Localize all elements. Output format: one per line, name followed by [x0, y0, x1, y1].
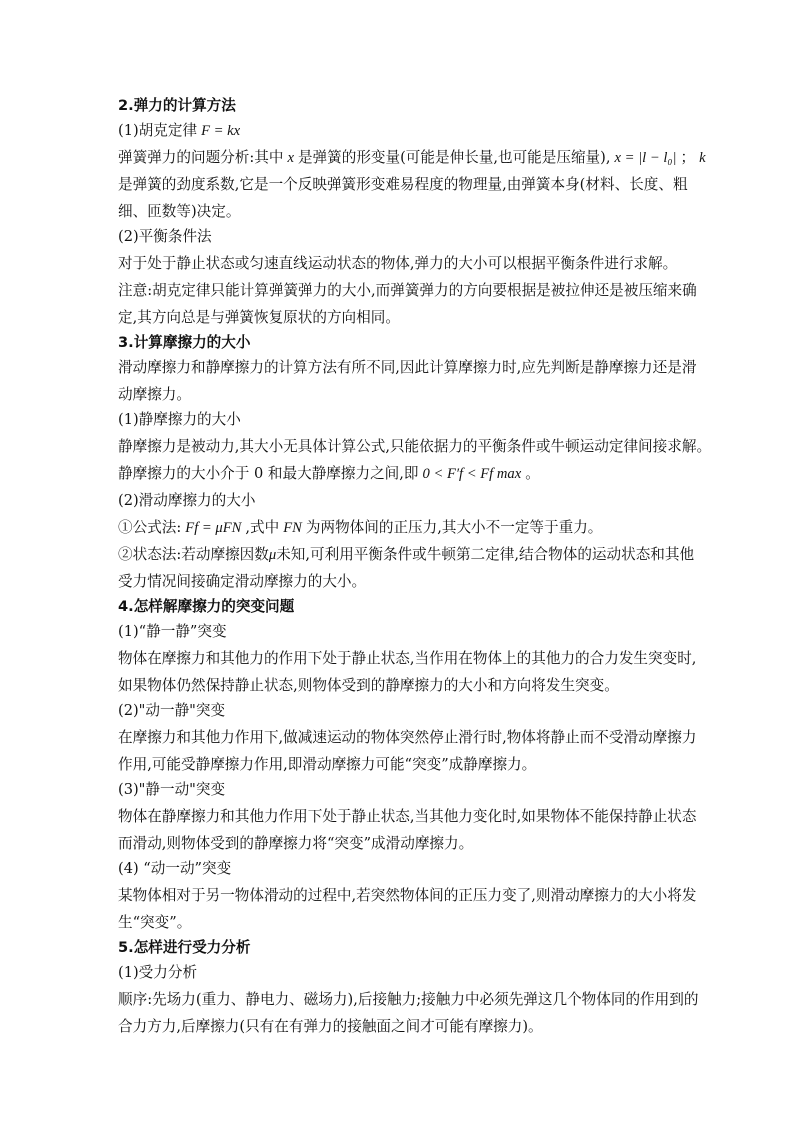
s2-para1-line2: 是弹簧的劲度系数,它是一个反映弹簧形变难易程度的物理量,由弹簧本身(材料、长度、粗 [118, 176, 688, 193]
section-5-heading: 5.怎样进行受力分析 [118, 939, 251, 956]
s4-p2-line1: 在摩擦力和其他力作用下,做减速运动的物体突然停止滑行时,物体将静止而不受滑动摩擦力 [118, 729, 697, 746]
s3-sliding-line3: 受力情况间接确定滑动摩擦力的大小。 [118, 573, 367, 590]
s2-para1-text-b: 是弹簧的形变量(可能是伸长量,也可能是压缩量), [297, 149, 611, 166]
s4-p4-line1: 某物体相对于另一物体滑动的过程中,若突然物体间的正压力变了,则滑动摩擦力的大小将发 [118, 887, 697, 904]
s3-static-line2 [118, 464, 688, 484]
s5-p1-line1: 顺序:先场力(重力、静电力、磁场力),后接触力;接触力中必须先弹这几个物体同的作用到的 [118, 991, 699, 1008]
s4-p4-label: (4) “动一动”突变 [118, 860, 232, 877]
sliding-friction-formula: Ff = μFN [185, 520, 242, 536]
deformation-formula: x = |l − l₀| [614, 150, 677, 166]
hooke-formula: F = kx [201, 123, 241, 139]
var-x: x [287, 150, 294, 166]
s4-p2-label: (2)"动一静"突变 [118, 702, 226, 719]
s3-intro-line2: 动摩擦力。 [118, 386, 191, 403]
s3-static-friction-label: (1)静摩擦力的大小 [118, 411, 241, 428]
s2-hooke-law-label [118, 121, 688, 141]
section-3-heading: 3.计算摩擦力的大小 [118, 334, 251, 351]
s3-sliding-line1 [118, 518, 688, 538]
s3-sliding-text-c: 为两物体间的正压力,其大小不一定等于重力。 [305, 519, 603, 536]
s4-p2-line2: 作用,可能受静摩擦力作用,即滑动摩擦力可能“突变”成静摩擦力。 [118, 756, 537, 773]
s4-p1-line2: 如果物体仍然保持静止状态,则物体受到的静摩擦力的大小和方向将发生突变。 [118, 677, 619, 694]
s5-p1-label: (1)受力分析 [118, 964, 198, 981]
s4-p1-line1: 物体在摩擦力和其他力的作用下处于静止状态,当作用在物体上的其他力的合力发生突变时, [118, 650, 697, 667]
s2-balance-label: (2)平衡条件法 [118, 228, 212, 245]
s3-sliding-line2 [118, 545, 695, 565]
s3-sliding2-text-a: ②状态法:若动摩擦因数 [118, 546, 269, 563]
var-fn: FN [283, 520, 302, 536]
s4-p3-line1: 物体在静摩擦力和其他力作用下处于静止状态,当其他力变化时,如果物体不能保持静止状态 [118, 808, 697, 825]
s4-p1-label: (1)“静一静”突变 [118, 623, 227, 640]
s3-sliding-text-a: ①公式法: [118, 519, 182, 536]
s2-note-line2: 定,其方向总是与弹簧恢复原状的方向相同。 [118, 309, 400, 326]
s3-intro-line1: 滑动摩擦力和静摩擦力的计算方法有所不同,因此计算摩擦力时,应先判断是静摩擦力还是滑 [118, 359, 697, 376]
s2-hooke-law-text: (1)胡克定律 [118, 122, 198, 139]
s2-para1-line3: 细、匝数等)决定。 [118, 203, 241, 220]
section-4-heading: 4.怎样解摩擦力的突变问题 [118, 598, 295, 615]
s3-sliding2-text-b: 未知,可利用平衡条件或牛顿第二定律,结合物体的运动状态和其他 [276, 546, 695, 563]
var-mu: μ [268, 547, 277, 563]
s2-para1-text-c: ； [680, 149, 696, 166]
s4-p3-label: (3)"静一动"突变 [118, 781, 226, 798]
s3-static-line1: 静摩擦力是被动力,其大小无具体计算公式,只能依据力的平衡条件或牛顿运动定律间接求解。 [118, 438, 712, 455]
var-k: k [699, 150, 706, 166]
s3-sliding-friction-label: (2)滑动摩擦力的大小 [118, 492, 256, 509]
static-friction-range-formula: 0 < F′f < Ff max [422, 466, 522, 482]
s4-p4-line2: 生“突变”。 [118, 914, 192, 931]
s2-balance-line1: 对于处于静止状态或匀速直线运动状态的物体,弹力的大小可以根据平衡条件进行求解。 [118, 255, 678, 272]
s3-static-text-a: 静摩擦力的大小介于 0 和最大静摩擦力之间,即 [118, 465, 419, 482]
s2-para1-text-a: 弹簧弹力的问题分析:其中 [118, 149, 284, 166]
s2-note-line1: 注意:胡克定律只能计算弹簧弹力的大小,而弹簧弹力的方向要根据是被拉伸还是被压缩来确 [118, 282, 697, 299]
s4-p3-line2: 而滑动,则物体受到的静摩擦力将“突变”成滑动摩擦力。 [118, 835, 474, 852]
document-content [118, 96, 712, 1037]
s5-p1-line2: 合力方力,后摩擦力(只有在有弹力的接触面之间才可能有摩擦力)。 [118, 1018, 543, 1035]
s3-sliding-text-b: ,式中 [245, 519, 280, 536]
s2-para1-line1 [118, 148, 706, 168]
s3-static-text-b: 。 [525, 465, 540, 482]
section-2-heading: 2.弹力的计算方法 [118, 97, 236, 114]
